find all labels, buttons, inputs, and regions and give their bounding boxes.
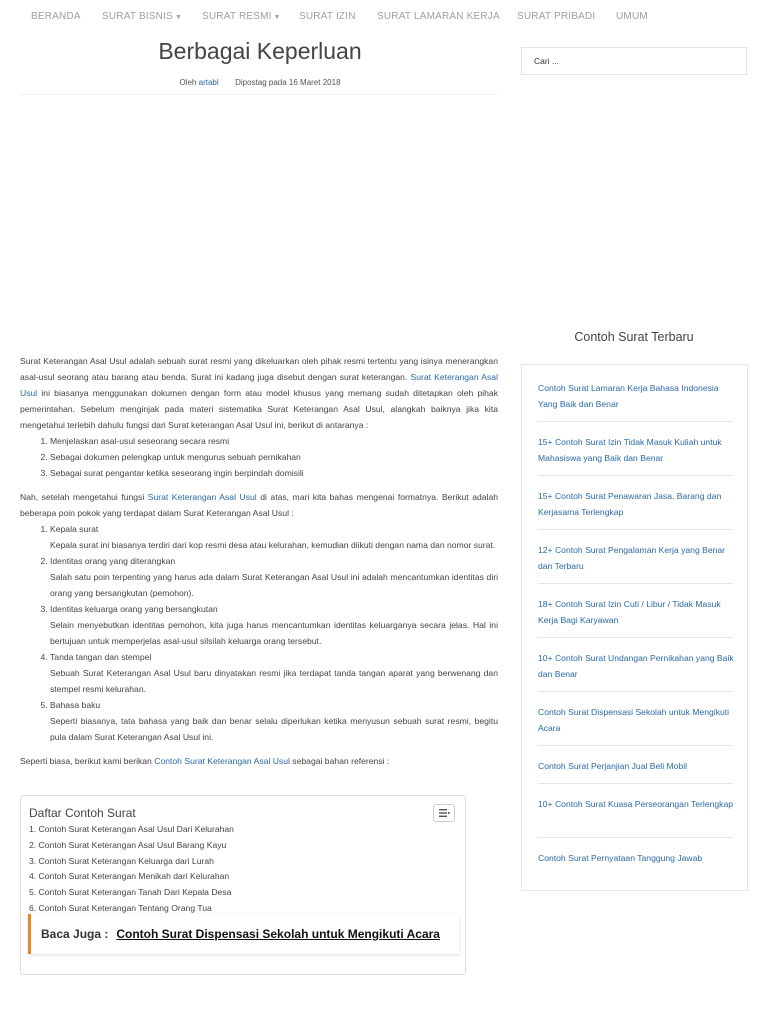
list-item xyxy=(50,553,498,601)
nav-item-surat-izin[interactable] xyxy=(299,11,356,22)
inline-link[interactable]: Contoh Surat Keterangan Asal Usul xyxy=(154,756,290,766)
nav-label: SURAT BISNIS xyxy=(102,11,173,22)
point-desc: Sebuah Surat Keterangan Asal Usul baru dinyatakan resmi jika terdapat tanda tangan aparat yang berwenang dan stempel resmi kelurahan. xyxy=(50,668,498,694)
toc-item[interactable]: 6. Contoh Surat Keterangan Tentang Orang Tua xyxy=(29,902,212,913)
recent-posts-widget xyxy=(521,364,748,891)
divider xyxy=(538,421,733,422)
list-item xyxy=(50,521,498,553)
nav-item-surat-pribadi[interactable] xyxy=(517,11,595,22)
list-item: 3. Sebagai surat pengantar ketika seseorang ingin berpindah domisili xyxy=(50,465,498,481)
recent-post-link[interactable]: Contoh Surat Lamaran Kerja Bahasa Indonesia Yang Baik dan Benar xyxy=(538,383,719,409)
nav-label: SURAT LAMARAN KERJA xyxy=(377,11,500,22)
author-link[interactable]: artabl xyxy=(198,78,219,87)
divider xyxy=(538,475,733,476)
recent-post-link[interactable]: Contoh Surat Perjanjian Jual Beli Mobil xyxy=(538,761,688,771)
divider xyxy=(538,637,733,638)
nav-label: SURAT RESMI xyxy=(202,11,272,22)
list-item: 1. Menjelaskan asal-usul seseorang secara resmi xyxy=(50,433,498,449)
function-list xyxy=(20,433,498,481)
recent-post-link[interactable]: 10+ Contoh Surat Kuasa Perseorangan Terlengkap xyxy=(538,799,734,809)
recent-post-link[interactable]: Contoh Surat Dispensasi Sekolah untuk Mengikuti Acara xyxy=(538,707,730,733)
nav-label: SURAT IZIN xyxy=(299,11,356,22)
read-also-label: Baca Juga : xyxy=(41,927,109,941)
toc-item[interactable]: 1. Contoh Surat Keterangan Asal Usul Dari Kelurahan xyxy=(29,824,234,834)
inline-link[interactable]: Surat Keterangan Asal Usul xyxy=(147,492,257,502)
read-also-box xyxy=(28,914,459,954)
recent-post-link[interactable]: 15+ Contoh Surat Penawaran Jasa, Barang dan Kerjasama Terlengkap xyxy=(538,491,722,517)
search-input[interactable] xyxy=(521,47,747,75)
toc-list xyxy=(29,822,234,917)
read-also-link[interactable]: Contoh Surat Dispensasi Sekolah untuk Mengikuti Acara xyxy=(116,927,440,941)
list-toggle-icon[interactable] xyxy=(433,804,455,822)
toc-item[interactable]: 3. Contoh Surat Keterangan Keluarga dari Lurah xyxy=(29,855,214,866)
point-title: Tanda tangan dan stempel xyxy=(50,652,152,662)
point-title: Kepala surat xyxy=(50,524,99,534)
post-date: Dipostag pada 16 Maret 2018 xyxy=(235,78,341,87)
recent-post-link[interactable]: 10+ Contoh Surat Undangan Pernikahan yang Baik dan Benar xyxy=(538,653,734,679)
nav-label: BERANDA xyxy=(31,11,81,22)
nav-label: UMUM xyxy=(616,11,648,22)
page-title: Berbagai Keperluan xyxy=(158,38,362,64)
list-item xyxy=(50,601,498,649)
nav-item-surat-bisnis[interactable] xyxy=(102,11,182,22)
divider xyxy=(538,783,733,784)
point-desc: Selain menyebutkan identitas pemohon, kita juga harus mencantumkan identitas keluarganya secara jelas. Hal ini bertujuan untuk memperjelas asal-usul silsilah keluarga orang tersebut. xyxy=(50,620,498,646)
nav-item-umum[interactable] xyxy=(616,11,648,22)
chevron-down-icon: ▼ xyxy=(273,14,281,21)
nav-item-surat-resmi[interactable] xyxy=(202,11,281,22)
inline-link[interactable]: Surat Keterangan Asal Usul xyxy=(20,372,498,398)
chevron-down-icon: ▼ xyxy=(174,14,183,21)
top-nav xyxy=(0,0,768,36)
recent-post-link[interactable]: 15+ Contoh Surat Izin Tidak Masuk Kuliah untuk Mahasiswa yang Baik dan Benar xyxy=(538,437,722,463)
point-desc: Seperti biasanya, tata bahasa yang baik dan benar selalu diperlukan ketika menyusun sebuah surat resmi, begitu pula dalam Surat Keterangan Asal Usul ini. xyxy=(50,716,498,742)
divider xyxy=(538,529,733,530)
recent-post-link[interactable]: Contoh Surat Pernyataan Tanggung Jawab xyxy=(538,853,703,863)
intro-paragraph: Surat Keterangan Asal Usul adalah sebuah surat resmi yang dikeluarkan oleh pihak resmi tertentu yang isinya menerangkan asal-usul seorang atau barang atau benda. Surat ini kadang juga disebut dengan surat keterangan. Surat Keterangan Asal Usul ini biasanya menggunakan dokumen dengan form atau model khusus yang memang sudah ditetapkan oleh pihak pemerintahan. Sebelum menginjak pada materi sistematika Surat Keterangan Asal Usul, alangkah baiknya jika kita mengetahui terlebih dahulu fungsi dari Surat keterangan Asal Usul ini, berikut di antaranya : xyxy=(20,356,498,430)
divider xyxy=(538,691,733,692)
nav-label: SURAT PRIBADI xyxy=(517,11,596,22)
post-meta xyxy=(20,78,500,87)
recent-post-link[interactable]: 12+ Contoh Surat Pengalaman Kerja yang Benar dan Terbaru xyxy=(538,545,726,571)
nav-item-surat-lamaran-kerja[interactable] xyxy=(377,11,500,22)
point-desc: Salah satu poin terpenting yang harus ada dalam Surat Keterangan Asal Usul ini adalah mencantumkan identitas diri orang yang bersangkutan (pemohon). xyxy=(50,572,498,598)
list-item xyxy=(50,697,498,745)
points-list xyxy=(20,521,498,745)
toc-item[interactable]: 4. Contoh Surat Keterangan Menikah dari Kelurahan xyxy=(29,871,230,882)
nav-item-beranda[interactable] xyxy=(31,11,81,22)
toc-item[interactable]: 2. Contoh Surat Keterangan Asal Usul Barang Kayu xyxy=(29,839,227,850)
list-item xyxy=(50,649,498,697)
point-title: Bahasa baku xyxy=(50,700,101,710)
by-label: Oleh xyxy=(179,78,197,87)
format-paragraph: Nah, setelah mengetahui fungsi Surat Keterangan Asal Usul di atas, mari kita bahas mengenai formatnya. Berikut adalah beberapa poin pokok yang terdapat dalam Surat Keterangan Asal Usul : xyxy=(20,492,499,518)
reference-paragraph: Seperti biasa, berikut kami berikan Contoh Surat Keterangan Asal Usul sebagai bahan referensi : xyxy=(20,756,390,766)
list-item: 2. Sebagai dokumen pelengkap untuk mengurus sebuah pernikahan xyxy=(50,449,498,465)
divider xyxy=(538,837,733,838)
divider xyxy=(20,94,498,95)
widget-title: Contoh Surat Terbaru xyxy=(574,330,694,344)
divider xyxy=(538,745,733,746)
recent-post-link[interactable]: 18+ Contoh Surat Izin Cuti / Libur / Tidak Masuk Kerja Bagi Karyawan xyxy=(538,599,721,625)
point-title: Identitas orang yang diterangkan xyxy=(50,556,176,566)
toc-item[interactable]: 5. Contoh Surat Keterangan Tanah Dari Kepala Desa xyxy=(29,887,232,898)
point-desc: Kepala surat ini biasanya terdiri dari kop resmi desa atau kelurahan, kemudian diikuti dengan nama dan nomor surat. xyxy=(50,540,496,550)
divider xyxy=(538,583,733,584)
point-title: Identitas keluarga orang yang bersangkutan xyxy=(50,604,218,614)
toc-title: Daftar Contoh Surat xyxy=(29,806,136,820)
article-body xyxy=(20,353,498,769)
